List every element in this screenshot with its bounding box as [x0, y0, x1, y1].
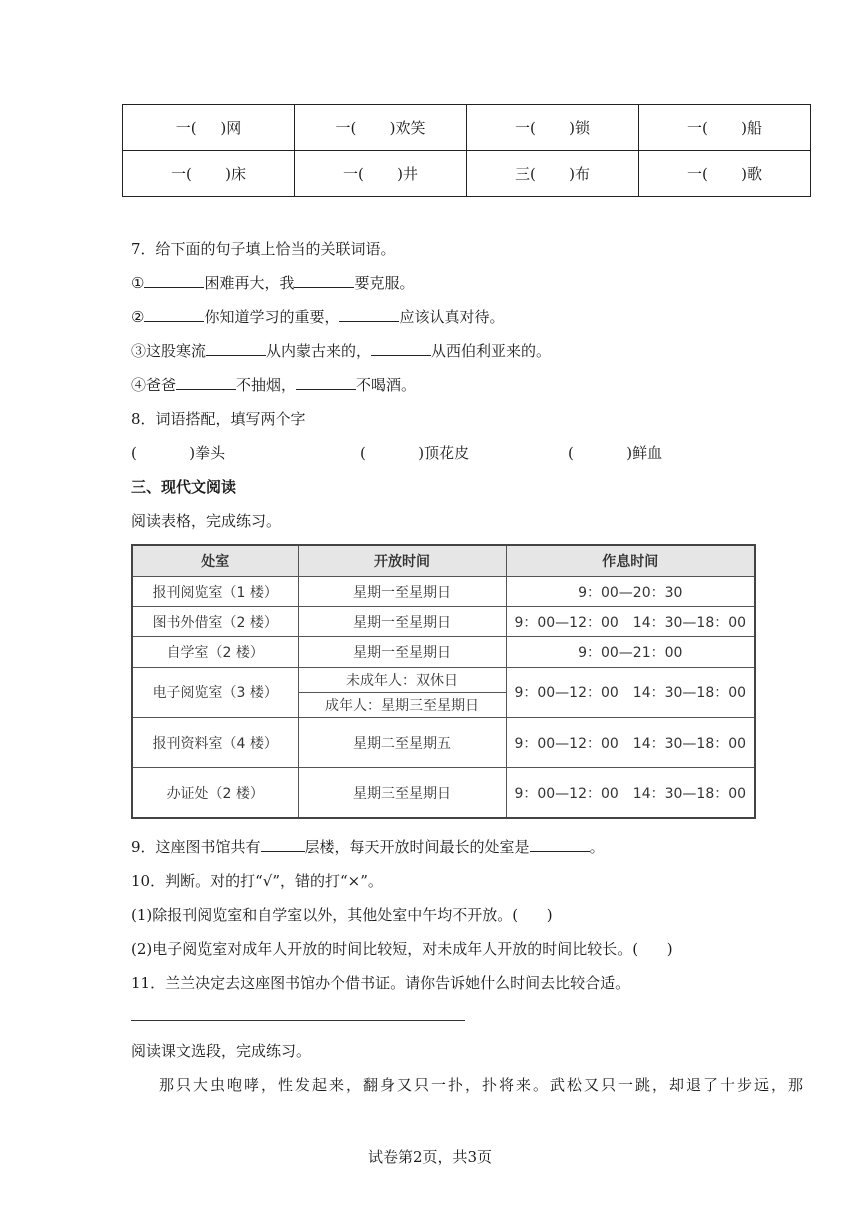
- table-cell: 一( )井: [295, 151, 467, 197]
- hours-cell: 9：00—12：00 14：30—18：00: [506, 717, 755, 767]
- sentence-text: 要克服。: [354, 274, 415, 292]
- question-8-title: 8．词语搭配，填写两个字: [131, 410, 306, 428]
- answer-blank[interactable]: [371, 341, 431, 356]
- hours-cell: 9：00—12：00 14：30—18：00: [506, 768, 755, 818]
- question-7-sentence-1: [131, 272, 414, 293]
- table-cell: 三( )布: [467, 151, 639, 197]
- sentence-text: 你知道学习的重要，: [204, 308, 340, 326]
- answer-blank[interactable]: [530, 837, 590, 852]
- table-row: [132, 768, 755, 818]
- question-9: [131, 836, 605, 857]
- sentence-text: 不抽烟，: [236, 376, 297, 394]
- question-8-item: ( )拳头: [131, 444, 226, 462]
- table-cell: 一( )锁: [467, 105, 639, 151]
- sentence-text: ①: [131, 274, 145, 292]
- room-cell: 办证处（2 楼）: [132, 768, 298, 818]
- answer-blank[interactable]: [339, 307, 399, 322]
- answer-blank[interactable]: [144, 273, 204, 288]
- table-header-row: [132, 545, 755, 577]
- table-row: [132, 607, 755, 637]
- column-header: 开放时间: [298, 545, 506, 577]
- sentence-text: 应该认真对待。: [399, 308, 505, 326]
- sentence-text: 从西伯利亚来的。: [431, 342, 552, 360]
- answer-blank[interactable]: [176, 375, 236, 390]
- passage-text: 那只大虫咆哮，性发起来，翻身又只一扑，扑将来。武松又只一跳，却退了十步远，那: [159, 1076, 806, 1094]
- table-cell: 一( )欢笑: [295, 105, 467, 151]
- page-footer: 试卷第2页，共3页: [367, 1148, 493, 1166]
- answer-blank[interactable]: [294, 273, 354, 288]
- question-8-item: ( )顶花皮: [360, 444, 470, 462]
- hours-cell: 9：00—20：30: [506, 577, 755, 607]
- question-10-statement-1: (1)除报刊阅览室和自学室以外，其他处室中午均不开放。( ): [131, 906, 553, 924]
- open-days-cell: 成年人：星期三至星期日: [298, 692, 506, 717]
- table-cell: 一( )船: [639, 105, 811, 151]
- table-cell: 一( )歌: [639, 151, 811, 197]
- open-days-cell: 未成年人：双休日: [298, 667, 506, 692]
- answer-blank[interactable]: [206, 341, 266, 356]
- answer-blank[interactable]: [144, 307, 204, 322]
- column-header: 作息时间: [506, 545, 755, 577]
- reading-instruction: 阅读表格，完成练习。: [131, 512, 282, 530]
- hours-cell: 9：00—12：00 14：30—18：00: [506, 667, 755, 717]
- table-cell: 一( )床: [123, 151, 295, 197]
- table-row: [132, 667, 755, 692]
- question-8-item: ( )鲜血: [568, 444, 663, 462]
- sentence-text: 从内蒙古来的，: [266, 342, 372, 360]
- room-cell: 报刊阅览室（1 楼）: [132, 577, 298, 607]
- reading-instruction: 阅读课文选段，完成练习。: [131, 1042, 312, 1060]
- table-row: [132, 577, 755, 607]
- column-header: 处室: [132, 545, 298, 577]
- open-days-cell: 星期三至星期日: [298, 768, 506, 818]
- sentence-text: 不喝酒。: [356, 376, 417, 394]
- question-7-title: 7．给下面的句子填上恰当的关联词语。: [131, 240, 396, 258]
- sentence-text: ②: [131, 308, 145, 326]
- question-7-sentence-2: [131, 306, 504, 327]
- table-row: [123, 151, 811, 197]
- room-cell: 自学室（2 楼）: [132, 637, 298, 667]
- sentence-text: 困难再大，我: [204, 274, 295, 292]
- measure-word-table: [122, 104, 811, 197]
- question-text: 9．这座图书馆共有: [131, 838, 261, 856]
- answer-line[interactable]: [131, 1020, 465, 1021]
- sentence-text: ③这股寒流: [131, 342, 207, 360]
- answer-blank[interactable]: [296, 375, 356, 390]
- open-days-cell: 星期一至星期日: [298, 577, 506, 607]
- answer-blank[interactable]: [261, 837, 305, 852]
- library-schedule-table: [131, 544, 756, 819]
- open-days-cell: 星期一至星期日: [298, 607, 506, 637]
- room-cell: 电子阅览室（3 楼）: [132, 667, 298, 717]
- section-heading: 三、现代文阅读: [131, 478, 237, 496]
- question-7-sentence-3: [131, 340, 551, 361]
- hours-cell: 9：00—21：00: [506, 637, 755, 667]
- question-text: 。: [589, 838, 605, 856]
- table-row: [132, 637, 755, 667]
- open-days-cell: 星期二至星期五: [298, 717, 506, 767]
- question-text: 层楼，每天开放时间最长的处室是: [304, 838, 530, 856]
- question-11: 11．兰兰决定去这座图书馆办个借书证。请你告诉她什么时间去比较合适。: [131, 974, 631, 992]
- hours-cell: 9：00—12：00 14：30—18：00: [506, 607, 755, 637]
- sentence-text: ④爸爸: [131, 376, 177, 394]
- table-row: [132, 717, 755, 767]
- open-days-cell: 星期一至星期日: [298, 637, 506, 667]
- question-10-title: 10．判断。对的打“√”，错的打“×”。: [131, 872, 383, 890]
- room-cell: 报刊资料室（4 楼）: [132, 717, 298, 767]
- question-7-sentence-4: [131, 374, 416, 395]
- room-cell: 图书外借室（2 楼）: [132, 607, 298, 637]
- table-cell: 一( )网: [123, 105, 295, 151]
- question-10-statement-2: (2)电子阅览室对成年人开放的时间比较短，对未成年人开放的时间比较长。( ): [131, 940, 673, 958]
- table-row: [123, 105, 811, 151]
